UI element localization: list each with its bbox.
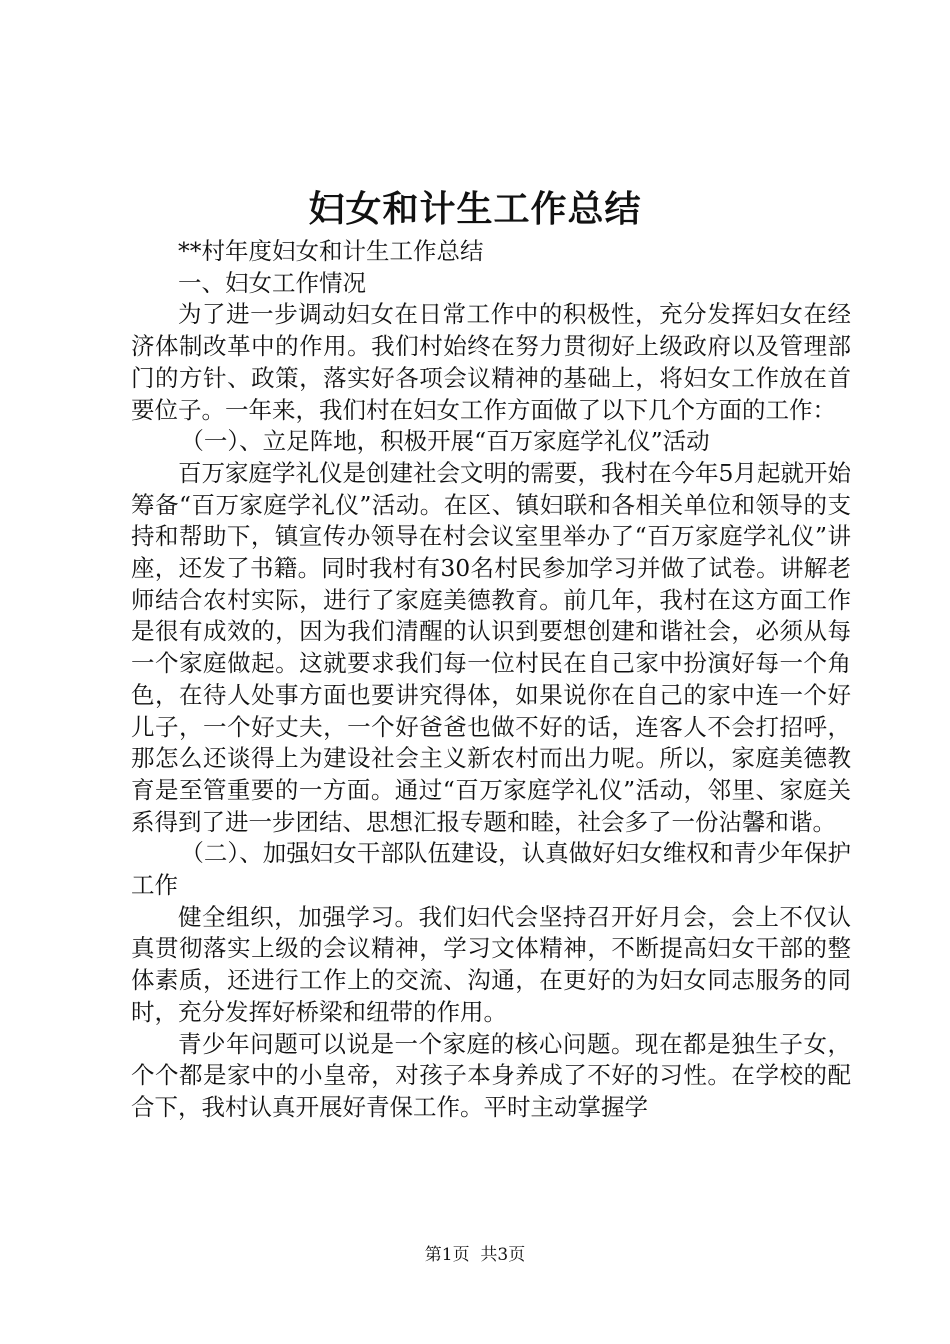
page-number: 第1页 bbox=[424, 1245, 470, 1265]
subsection-heading-2: （二）、加强妇女干部队伍建设，认真做好妇女维权和青少年保护工作 bbox=[131, 839, 851, 900]
paragraph-youth: 青少年问题可以说是一个家庭的核心问题。现在都是独生子女，个个都是家中的小皇帝，对孩子本身养成了不好的习性。在学校的配合下，我村认真开展好青保工作。平时主动掌握学 bbox=[131, 1029, 851, 1121]
page-footer bbox=[0, 1244, 950, 1266]
section-heading-women-work: 一、妇女工作情况 bbox=[178, 268, 366, 297]
document-body bbox=[131, 236, 851, 1124]
document-title: 妇女和计生工作总结 bbox=[308, 188, 642, 230]
subsection-heading-1: （一）、立足阵地，积极开展“百万家庭学礼仪”活动 bbox=[180, 427, 710, 456]
paragraph-organization: 健全组织，加强学习。我们妇代会坚持召开好月会，会上不仅认真贯彻落实上级的会议精神，学习文体精神，不断提高妇女干部的整体素质，还进行工作上的交流、沟通，在更好的为妇女同志服务的同时，充分发挥好桥梁和纽带的作用。 bbox=[131, 902, 851, 1026]
subtitle-line: **村年度妇女和计生工作总结 bbox=[178, 237, 484, 265]
page-total: 共3页 bbox=[480, 1245, 526, 1265]
paragraph-etiquette: 百万家庭学礼仪是创建社会文明的需要，我村在今年5月起就开始筹备“百万家庭学礼仪”活动。在区、镇妇联和各相关单位和领导的支持和帮助下，镇宣传办领导在村会议室里举办了“百万家庭学礼仪”讲座，还发了书籍。同时我村有30名村民参加学习并做了试卷。讲解老师结合农村实际，进行了家庭美德教育。前几年，我村在这方面工作是很有成效的，因为我们清醒的认识到要想创建和谐社会，必须从每一个家庭做起。这就要求我们每一位村民在自己家中扮演好每一个角色，在待人处事方面也要讲究得体，如果说你在自己的家中连一个好儿子，一个好丈夫，一个好爸爸也做不好的话，连客人不会打招呼，那怎么还谈得上为建设社会主义新农村而出力呢。所以，家庭美德教育是至管重要的一方面。通过“百万家庭学礼仪”活动，邻里、家庭关系得到了进一步团结、思想汇报专题和睦，社会多了一份沾馨和谐。 bbox=[131, 458, 851, 836]
paragraph-intro: 为了进一步调动妇女在日常工作中的积极性，充分发挥妇女在经济体制改革中的作用。我们村始终在努力贯彻好上级政府以及管理部门的方针、政策，落实好各项会议精神的基础上，将妇女工作放在首要位子。一年来，我们村在妇女工作方面做了以下几个方面的工作： bbox=[131, 300, 851, 424]
